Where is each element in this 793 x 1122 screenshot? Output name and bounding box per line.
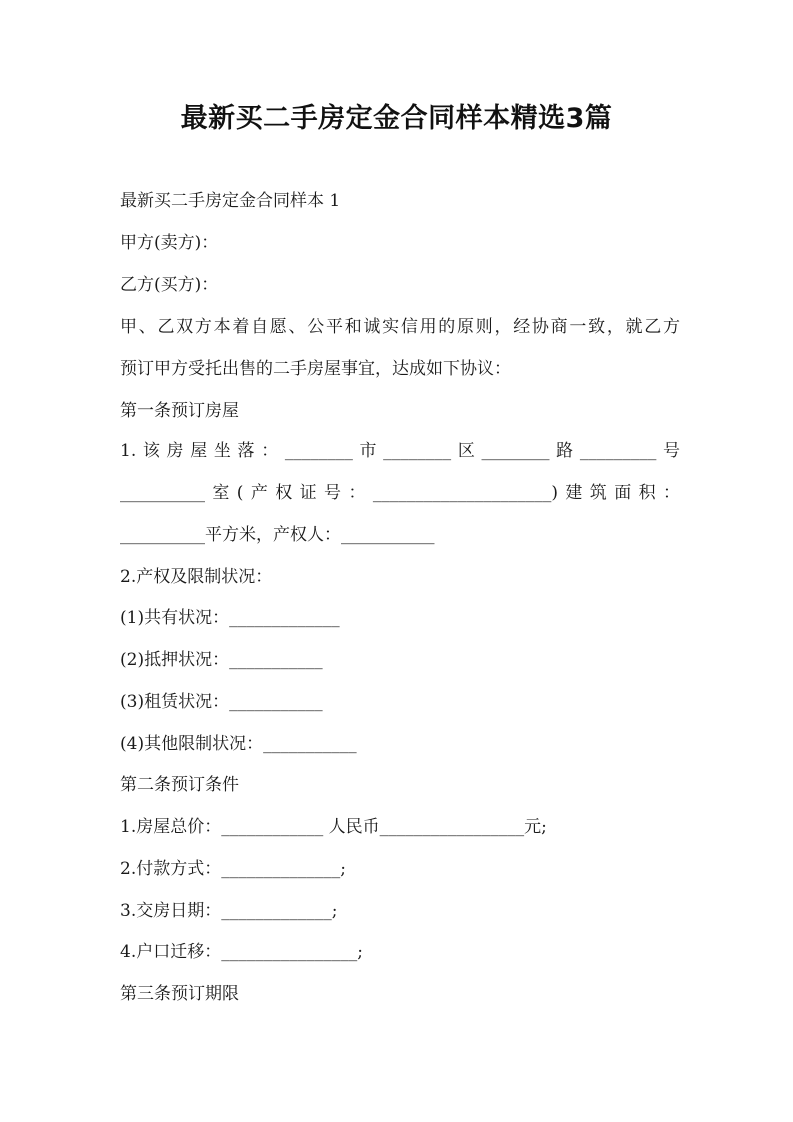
other-restrictions-line: (4)其他限制状况：___________: [120, 734, 357, 754]
party-a-line: 甲方(卖方)：: [120, 233, 219, 253]
co-ownership-line: (1)共有状况：_____________: [120, 608, 340, 628]
article-1-heading: 第一条预订房屋: [120, 401, 239, 421]
lease-line: (3)租赁状况：___________: [120, 692, 323, 712]
total-price-line: 1.房屋总价：____________ 人民币_________________元;: [120, 817, 547, 837]
party-b-line: 乙方(买方)：: [120, 275, 219, 295]
location-line-2: __________室(产权证号：_____________________)建筑面积：: [120, 483, 680, 503]
article-3-heading: 第三条预订期限: [120, 984, 239, 1004]
household-transfer-line: 4.户口迁移：________________;: [120, 942, 363, 962]
location-line-3: __________平方米，产权人：___________: [120, 525, 435, 545]
mortgage-line: (2)抵押状况：___________: [120, 650, 323, 670]
article-2-heading: 第二条预订条件: [120, 775, 239, 795]
contract-heading: 最新买二手房定金合同样本 1: [120, 191, 341, 211]
property-rights-heading: 2.产权及限制状况：: [120, 567, 273, 587]
location-line-1: 1.该房屋坐落：________市________区________路_________号: [120, 441, 680, 461]
payment-method-line: 2.付款方式：______________;: [120, 859, 346, 879]
document-title: 最新买二手房定金合同样本精选3篇: [180, 103, 613, 134]
preamble-line-1: 甲、乙双方本着自愿、公平和诚实信用的原则，经协商一致，就乙方: [120, 317, 680, 337]
handover-date-line: 3.交房日期：_____________;: [120, 901, 338, 921]
preamble-line-2: 预订甲方受托出售的二手房屋事宜，达成如下协议：: [120, 359, 511, 379]
